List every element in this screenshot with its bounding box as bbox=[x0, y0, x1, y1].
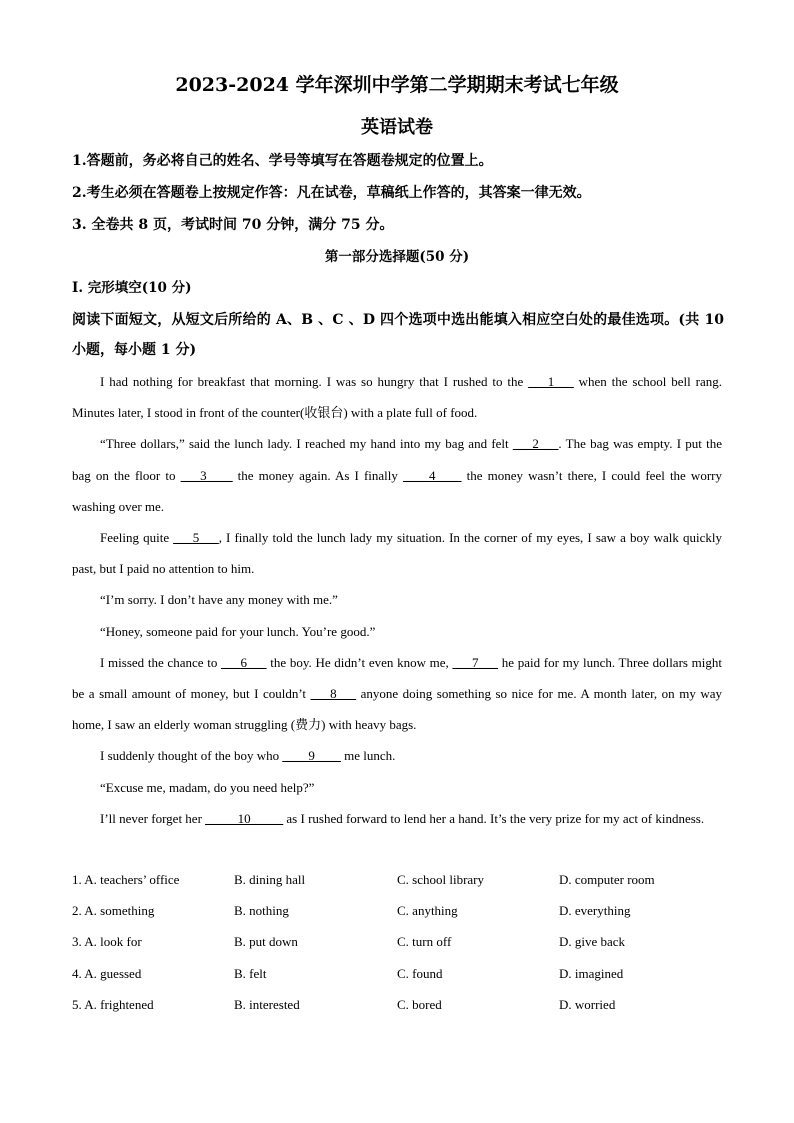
passage-paragraph bbox=[72, 428, 722, 522]
option-d: D. imagined bbox=[559, 965, 624, 981]
blank-3: ___3____ bbox=[180, 467, 233, 483]
cloze-directions: 阅读下面短文，从短文后所给的 A、B 、C 、D 四个选项中选出能填入相应空白处的最佳选项。(共 10 小题，每小题 1 分) bbox=[72, 312, 724, 358]
option-c: C. found bbox=[397, 965, 443, 981]
option-c: C. anything bbox=[397, 903, 458, 919]
option-b: B. put down bbox=[234, 934, 298, 950]
question-row-2 bbox=[72, 895, 732, 926]
passage-text: Feeling quite bbox=[100, 530, 174, 546]
instruction-2: 2.考生必须在答题卷上按规定作答：凡在试卷，草稿纸上作答的，其答案一律无效。 bbox=[72, 185, 591, 201]
passage-paragraph: “Honey, someone paid for your lunch. You’re good.” bbox=[100, 623, 376, 639]
option-d: D. give back bbox=[559, 934, 626, 950]
option-c: C. bored bbox=[397, 996, 442, 1012]
passage-paragraph bbox=[72, 522, 722, 584]
option-a: 1. A. teachers’ office bbox=[72, 872, 180, 887]
question-row-1 bbox=[72, 864, 732, 895]
answer-options bbox=[72, 864, 732, 1020]
question-row-5 bbox=[72, 989, 732, 1020]
passage-text: as I rushed forward to lend her a hand. It’s the very prize for my act of kindness. bbox=[283, 810, 705, 826]
passage-text: the money again. As I finally bbox=[232, 467, 403, 483]
passage-paragraph bbox=[72, 647, 722, 741]
option-d: D. worried bbox=[559, 996, 616, 1012]
passage-text: he paid for my lunch. Three dollars might be a small amount of money, but I couldn’t bbox=[72, 654, 722, 702]
option-a: 3. A. look for bbox=[72, 934, 142, 950]
passage-text: the boy. He didn’t even know me, bbox=[266, 654, 453, 670]
passage-paragraph bbox=[72, 740, 722, 771]
passage-text: I suddenly thought of the boy who bbox=[100, 748, 283, 764]
blank-5: ___5___ bbox=[173, 530, 219, 546]
option-d: D. computer room bbox=[559, 872, 655, 887]
blank-10: _____10_____ bbox=[205, 810, 284, 826]
question-row-3 bbox=[72, 926, 732, 957]
passage-text: me lunch. bbox=[340, 748, 396, 764]
option-d: D. everything bbox=[559, 903, 631, 919]
option-b: B. interested bbox=[234, 996, 300, 1012]
blank-7: ___7___ bbox=[452, 654, 499, 670]
option-a: 4. A. guessed bbox=[72, 965, 142, 981]
passage-text: “Three dollars,” said the lunch lady. I reached my hand into my bag and felt bbox=[100, 436, 513, 452]
blank-4: ____4____ bbox=[402, 467, 462, 483]
passage-text: anyone doing something so nice for me. A month later, on my way home, I saw an elderly woman struggling (费力) with heavy bags. bbox=[72, 686, 722, 733]
section-title: 第一部分选择题(50 分) bbox=[324, 249, 470, 265]
option-b: B. dining hall bbox=[234, 872, 306, 887]
exam-title: 2023-2024 学年深圳中学第二学期期末考试七年级 bbox=[175, 74, 619, 96]
blank-6: ___6___ bbox=[221, 654, 267, 670]
question-row-4 bbox=[72, 958, 732, 989]
option-b: B. nothing bbox=[234, 903, 289, 919]
passage-paragraph bbox=[72, 803, 722, 834]
blank-1: ___1___ bbox=[528, 374, 574, 389]
option-c: C. turn off bbox=[397, 934, 452, 950]
blank-8: ___8___ bbox=[310, 686, 357, 702]
passage-text: when the school bell rang. Minutes later, I stood in front of the counter(收银台) with a plate full of food. bbox=[72, 374, 722, 421]
part-title: I. 完形填空(10 分) bbox=[72, 280, 192, 296]
passage-paragraph: “Excuse me, madam, do you need help?” bbox=[100, 779, 315, 795]
option-b: B. felt bbox=[234, 965, 267, 981]
option-c: C. school library bbox=[397, 872, 485, 887]
blank-2: ___2___ bbox=[512, 436, 559, 452]
blank-9: ____9____ bbox=[282, 748, 341, 764]
passage-text: I’ll never forget her bbox=[100, 810, 206, 826]
passage-text: the money wasn’t there, I could feel the worry washing over me. bbox=[72, 467, 722, 514]
passage-text: , I finally told the lunch lady my situation. In the corner of my eyes, I saw a boy walk quickly past, but I paid no attention to him. bbox=[72, 530, 722, 577]
passage-paragraph bbox=[72, 366, 722, 428]
passage-text: I missed the chance to bbox=[100, 654, 222, 670]
instruction-1: 1.答题前，务必将自己的姓名、学号等填写在答题卷规定的位置上。 bbox=[72, 153, 493, 169]
passage-text: I had nothing for breakfast that morning. I was so hungry that I rushed to the bbox=[100, 374, 529, 389]
cloze-passage bbox=[72, 366, 722, 834]
option-a: 5. A. frightened bbox=[72, 996, 154, 1012]
passage-paragraph: “I’m sorry. I don’t have any money with me.” bbox=[100, 592, 338, 608]
exam-subtitle: 英语试卷 bbox=[361, 117, 433, 138]
passage-text: . The bag was empty. I put the bag on the floor to bbox=[72, 436, 723, 483]
instruction-3: 3. 全卷共 8 页，考试时间 70 分钟，满分 75 分。 bbox=[72, 217, 394, 233]
option-a: 2. A. something bbox=[72, 903, 155, 919]
